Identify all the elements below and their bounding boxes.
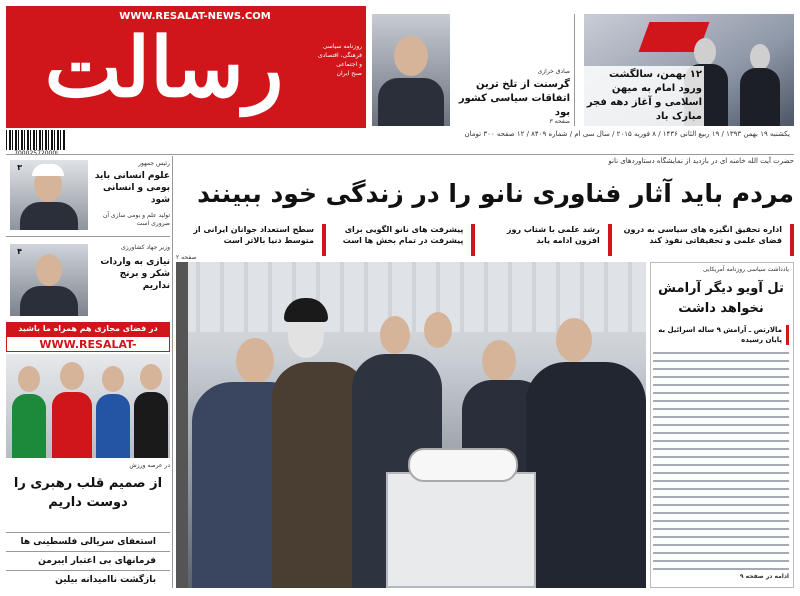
- social-banner-url: WWW.RESALAT-: [6, 336, 170, 352]
- index-item[interactable]: استعفای سریالی فلسطینی ها: [6, 532, 170, 551]
- teaser-portrait: [372, 14, 450, 126]
- teaser-headline: گرسنت از تلخ ترین اتفاقات سیاسی کشور بود: [458, 79, 570, 118]
- story2-page-ref: ۴: [17, 247, 22, 256]
- social-banner-label: در فضای مجازی هم همراه ما باشید: [6, 322, 170, 336]
- story3-photo: [6, 354, 170, 458]
- dateline: یکشنبه ۱۹ بهمن ۱۳۹۳ / ۱۹ ربیع الثانی ۱۴۳۶ / ۸ فوریه ۲۰۱۵ / سال سی ام / شماره ۸۴۰۹ / ۱۲ صفحه ۳۰۰ تومان: [464, 130, 790, 138]
- teaser-kicker: صادق خرازی: [537, 68, 570, 75]
- main-headline: مردم باید آثار فناوری نانو را در زندگی خود ببینند: [197, 179, 794, 208]
- main-photo: [176, 262, 646, 588]
- barcode: [6, 130, 66, 150]
- story1-kicker: رئیس جمهور: [138, 160, 170, 167]
- story1-sub: تولید علم و بومی سازی آن ضروری است: [102, 212, 170, 227]
- right-body-text: [653, 349, 789, 571]
- left-column: [6, 156, 170, 588]
- subhead-3: پیشرفت های نانو الگویی برای پیشرفت در تمام بخش ها است: [332, 224, 475, 256]
- story3-kicker: در عرصه ورزش: [129, 462, 170, 469]
- story1-headline: علوم انسانی باید بومی و انسانی شود: [94, 171, 170, 205]
- masthead-tagline: روزنامه سیاسی فرهنگی، اقتصادی و اجتماعی صبح ایران: [317, 43, 362, 77]
- index-list: [6, 532, 170, 589]
- index-item[interactable]: بازگشت ناامیدانه بیلین: [6, 570, 170, 589]
- subhead-1: اداره تحقیق انگیزه های سیاسی به درون فضای علمی و تحقیقاتی نفوذ کند: [618, 224, 794, 256]
- right-continue: ادامه در صفحه ۹: [739, 573, 789, 580]
- story3-headline: از صمیم قلب رهبری را دوست داریم: [13, 476, 163, 510]
- main-subheads: [176, 224, 794, 256]
- subhead-2: رشد علمی با شتاب روز افزون ادامه یابد: [481, 224, 611, 256]
- masthead-logo: رسالت: [44, 20, 284, 116]
- index-item[interactable]: فرمانهای بی اعتبار ایبرمن: [6, 551, 170, 570]
- masthead-url: WWW.RESALAT-NEWS.COM: [119, 11, 271, 22]
- subhead-4: سطح استعداد جوانان ایرانی از متوسط دنیا بالاتر است: [176, 224, 326, 256]
- main-kicker: حضرت آیت الله خامنه ای در بازدید از نمایشگاه دستاوردهای نانو: [608, 157, 794, 165]
- teaser-right-headline: ۱۲ بهمن، سالگشت ورود امام به میهن اسلامی و آغاز دهه فجر مبارک باد: [584, 66, 704, 126]
- story2-headline: نیازی به واردات شکر و برنج نداریم: [100, 257, 170, 291]
- teaser-page-ref: صفحه ۳: [549, 118, 570, 125]
- right-kicker: یادداشت سیاسی روزنامه آمریکایی: [702, 266, 789, 273]
- right-column: [650, 262, 794, 588]
- main-page-ref: صفحه ۲: [176, 254, 197, 261]
- teaser-center: [370, 14, 570, 126]
- right-headline: تل آویو دیگر آرامش نخواهد داشت: [658, 281, 784, 316]
- story2-kicker: وزیر جهاد کشاورزی: [121, 244, 170, 251]
- story1-page-ref: ۳: [17, 163, 22, 172]
- right-lead: مالارتص ـ آرامش ۹ ساله اسرائیل به پایان رسیده: [653, 325, 789, 345]
